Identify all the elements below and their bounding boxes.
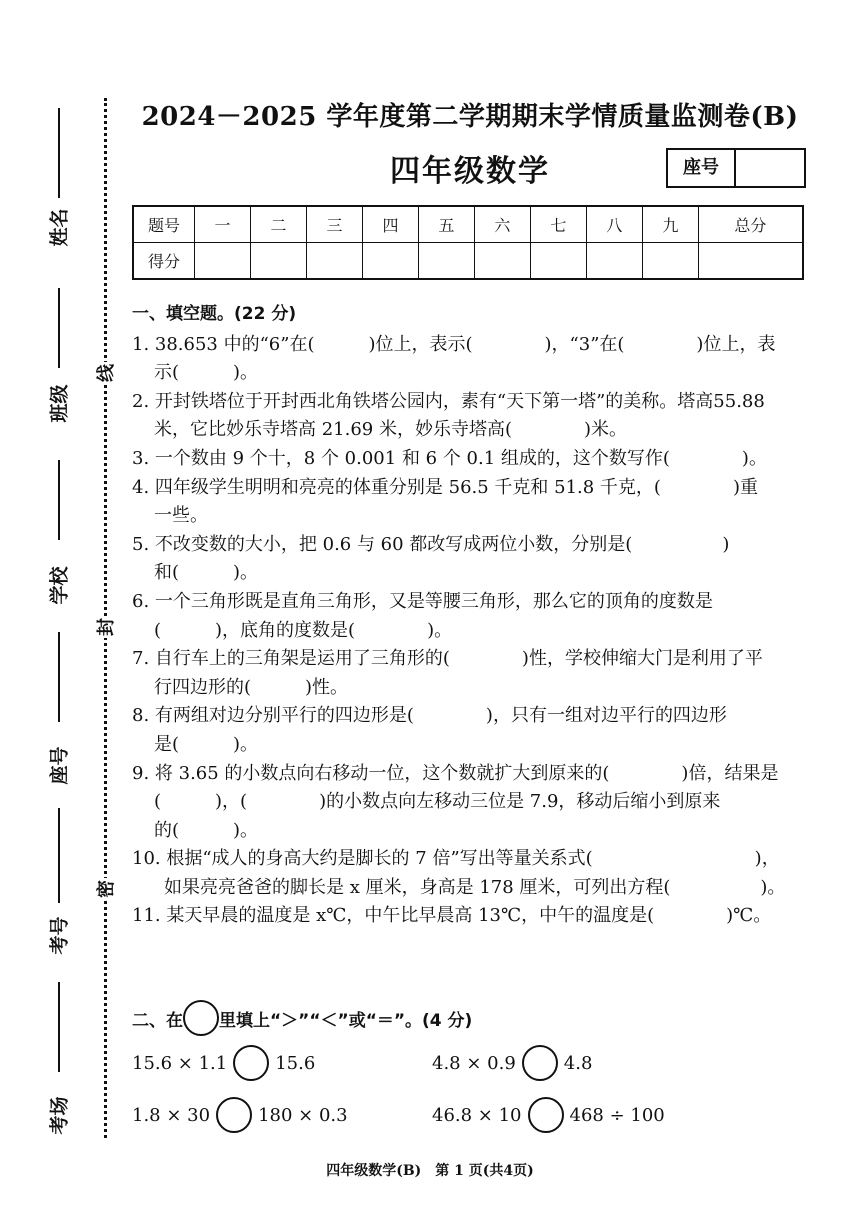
seal-word-mi: 密	[92, 878, 118, 900]
seat-number-field[interactable]	[736, 150, 804, 186]
score-table	[132, 205, 804, 280]
section2-heading-a: 二、在	[132, 1010, 183, 1031]
score-cell-header: 一	[195, 206, 251, 243]
question-line: 10. 根据“成人的身高大约是脚长的 7 倍”写出等量关系式( )，	[132, 848, 780, 870]
page-footer: 四年级数学(B) 第 1 页(共4页)	[326, 1163, 534, 1179]
question-1	[132, 331, 812, 388]
answer-circle[interactable]	[528, 1097, 564, 1133]
score-cell-header: 四	[362, 206, 418, 243]
score-cell-header: 三	[306, 206, 362, 243]
seat-line[interactable]	[58, 632, 60, 722]
question-line: 米，它比妙乐寺塔高 21.69 米，妙乐寺塔高( )米。	[154, 419, 628, 441]
compare-left: 15.6 × 1.1	[132, 1052, 228, 1074]
score-cell[interactable]	[306, 243, 362, 280]
score-cell-label: 题号	[133, 206, 195, 243]
name-label: 姓名	[48, 208, 71, 247]
score-table-score-row	[133, 243, 803, 280]
score-cell[interactable]	[418, 243, 474, 280]
question-10	[132, 845, 812, 902]
question-line: 1. 38.653 中的“6”在( )位上，表示( )，“3”在( )位上，表	[132, 333, 776, 355]
exam-title: 2024－2025 学年度第二学期期末学情质量监测卷(B)	[141, 102, 799, 132]
question-line: 6. 一个三角形既是直角三角形，又是等腰三角形，那么它的顶角的度数是	[132, 590, 713, 612]
score-cell-header: 五	[418, 206, 474, 243]
question-2	[132, 388, 812, 445]
question-4	[132, 474, 812, 531]
compare-item-2	[432, 1045, 592, 1081]
seat-label: 座号	[48, 746, 71, 785]
question-line: 的( )。	[154, 819, 259, 841]
compare-left: 46.8 × 10	[432, 1104, 522, 1126]
compare-right: 15.6	[275, 1052, 316, 1074]
score-cell-header: 九	[642, 206, 698, 243]
seat-number-box	[666, 148, 806, 188]
question-line: 如果亮亮爸爸的脚长是 x 厘米，身高是 178 厘米，可列出方程( )。	[164, 876, 786, 898]
answer-circle[interactable]	[522, 1045, 558, 1081]
seal-word-xian: 线	[92, 362, 118, 384]
exam-subtitle: 四年级数学	[390, 154, 550, 189]
section2-heading-b: 里填上“＞”“＜”或“＝”。(4 分)	[219, 1010, 473, 1031]
question-line: 9. 将 3.65 的小数点向右移动一位，这个数就扩大到原来的( )倍，结果是	[132, 762, 779, 784]
question-6	[132, 588, 812, 645]
compare-item-1	[132, 1045, 315, 1081]
question-line: 7. 自行车上的三角架是运用了三角形的( )性，学校伸缩大门是利用了平	[132, 648, 763, 670]
question-11	[132, 902, 812, 931]
compare-right: 4.8	[563, 1052, 593, 1074]
question-line: ( )，( )的小数点向左移动三位是 7.9，移动后缩小到原来	[154, 791, 721, 813]
score-cell[interactable]	[530, 243, 586, 280]
question-5	[132, 531, 812, 588]
class-line[interactable]	[58, 288, 60, 368]
exam-no-line[interactable]	[58, 808, 60, 903]
question-line: ( )，底角的度数是( )。	[154, 619, 453, 641]
section1-heading: 一、填空题。(22 分)	[132, 304, 297, 324]
school-label: 学校	[48, 566, 71, 605]
question-7	[132, 645, 812, 702]
answer-circle[interactable]	[233, 1045, 269, 1081]
score-cell-header: 二	[250, 206, 306, 243]
question-9	[132, 760, 812, 846]
seal-word-feng: 封	[92, 616, 118, 638]
compare-right: 468 ÷ 100	[569, 1104, 665, 1126]
question-line: 3. 一个数由 9 个十，8 个 0.001 和 6 个 0.1 组成的，这个数写作( )。	[132, 447, 767, 469]
score-cell-header: 八	[586, 206, 642, 243]
score-cell[interactable]	[642, 243, 698, 280]
exam-room-line[interactable]	[58, 982, 60, 1072]
score-cell[interactable]	[474, 243, 530, 280]
class-label: 班级	[48, 384, 71, 423]
question-line: 4. 四年级学生明明和亮亮的体重分别是 56.5 千克和 51.8 千克，( )重	[132, 476, 758, 498]
name-line[interactable]	[58, 108, 60, 198]
exam-no-label: 考号	[48, 916, 71, 955]
compare-item-4	[432, 1097, 665, 1133]
score-row-label: 得分	[133, 243, 195, 280]
section2-heading	[132, 1000, 472, 1036]
exam-room-label: 考场	[48, 1096, 71, 1135]
compare-left: 1.8 × 30	[132, 1104, 211, 1126]
compare-left: 4.8 × 0.9	[432, 1052, 516, 1074]
seat-number-label: 座号	[668, 150, 736, 186]
answer-circle[interactable]	[216, 1097, 252, 1133]
question-line: 一些。	[154, 505, 208, 527]
score-cell-header: 七	[530, 206, 586, 243]
question-line: 2. 开封铁塔位于开封西北角铁塔公园内，素有“天下第一塔”的美称。塔高55.88	[132, 390, 765, 412]
question-line: 11. 某天早晨的温度是 x℃，中午比早晨高 13℃，中午的温度是( )℃。	[132, 905, 772, 927]
question-line: 行四边形的( )性。	[154, 676, 349, 698]
school-line[interactable]	[58, 460, 60, 540]
question-line: 示( )。	[154, 362, 259, 384]
section-fill-blank	[132, 300, 812, 931]
score-cell[interactable]	[250, 243, 306, 280]
question-line: 是( )。	[154, 733, 259, 755]
score-cell[interactable]	[195, 243, 251, 280]
question-3	[132, 445, 812, 474]
circle-icon	[183, 1000, 219, 1036]
question-8	[132, 702, 812, 759]
score-cell[interactable]	[586, 243, 642, 280]
score-cell-header: 总分	[698, 206, 803, 243]
score-cell[interactable]	[362, 243, 418, 280]
compare-item-3	[132, 1097, 348, 1133]
question-line: 5. 不改变数的大小，把 0.6 与 60 都改写成两位小数，分别是( )	[132, 533, 730, 555]
compare-right: 180 × 0.3	[258, 1104, 348, 1126]
score-cell-header: 六	[474, 206, 530, 243]
score-table-header-row	[133, 206, 803, 243]
score-cell[interactable]	[698, 243, 803, 280]
question-line: 8. 有两组对边分别平行的四边形是( )，只有一组对边平行的四边形	[132, 705, 727, 727]
question-line: 和( )。	[154, 562, 259, 584]
